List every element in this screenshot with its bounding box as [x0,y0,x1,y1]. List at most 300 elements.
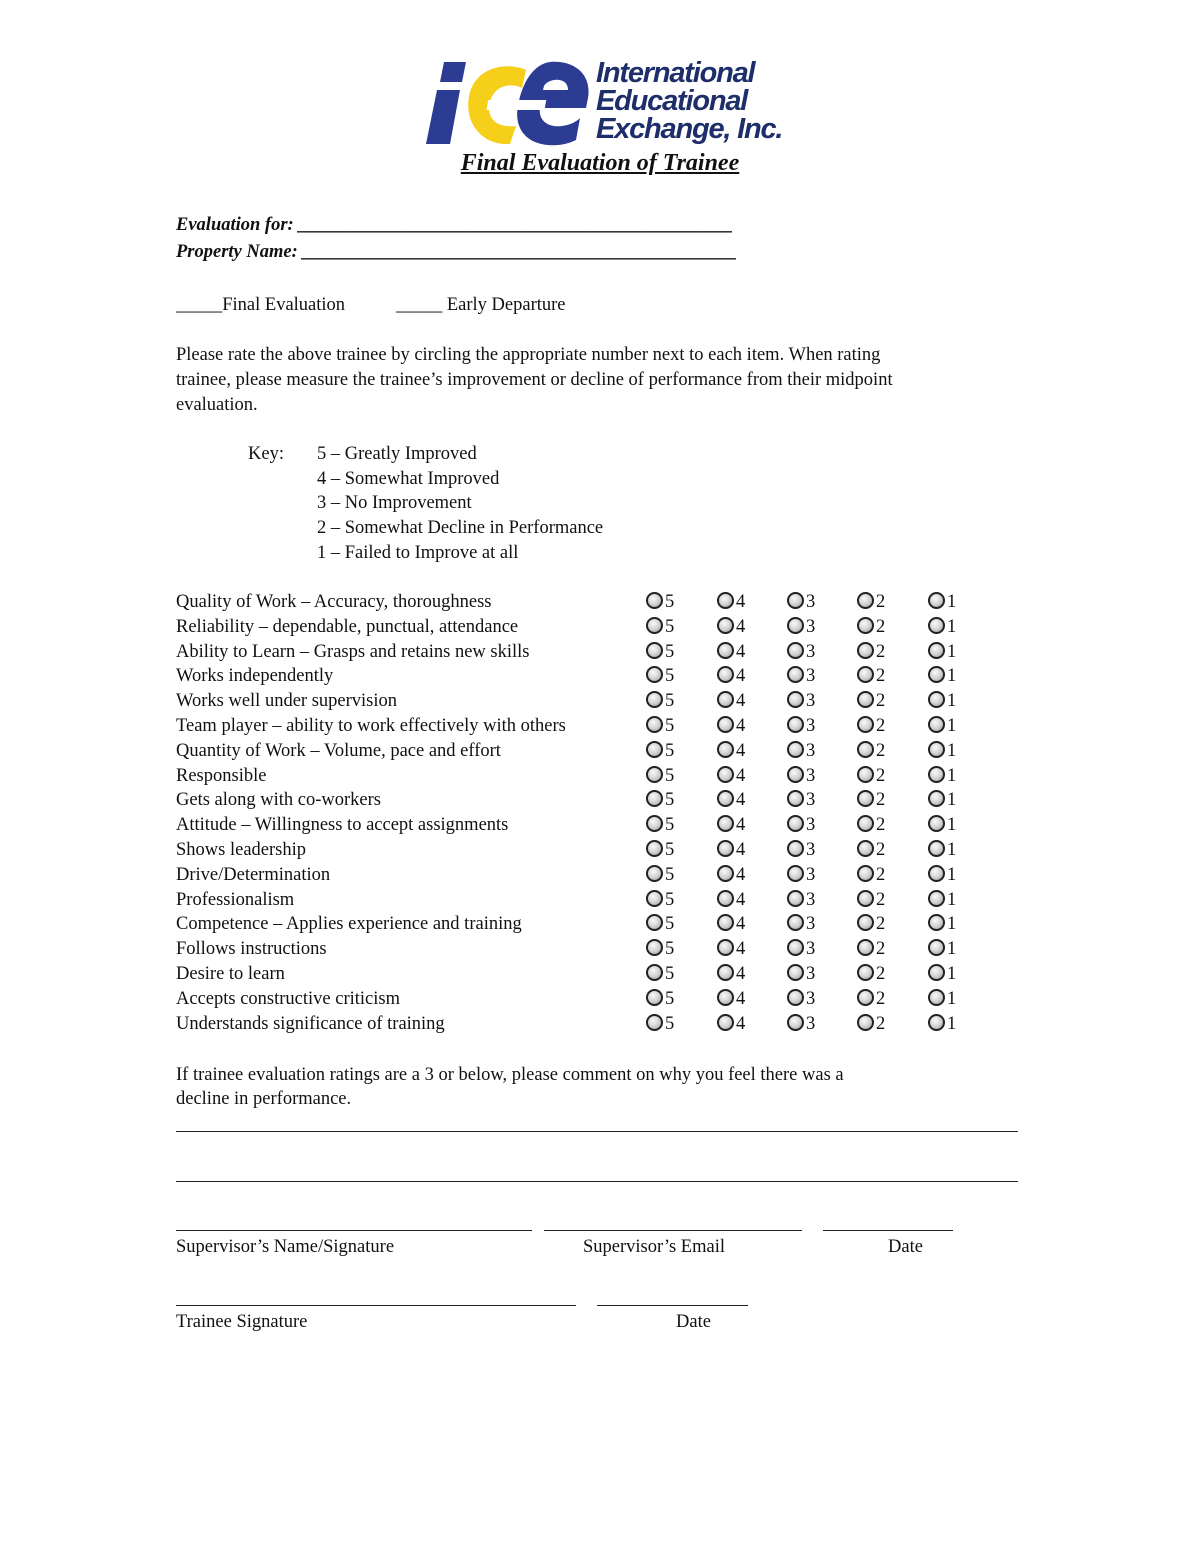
radio-button-icon[interactable] [787,989,804,1006]
radio-button-icon[interactable] [928,914,945,931]
rating-option-label: 3 [806,765,816,786]
rating-option-label: 2 [876,864,886,885]
rating-option-label: 5 [665,939,675,960]
rating-option-1[interactable] [928,764,956,789]
rating-option-3[interactable] [787,1012,815,1037]
rating-option-4[interactable] [717,714,745,739]
rating-option-label: 2 [876,592,886,612]
rating-option-2[interactable] [857,1012,885,1037]
radio-button-icon[interactable] [928,617,945,634]
ice-logo-mark [422,56,597,148]
radio-button-icon[interactable] [787,592,804,609]
rating-option-label: 3 [806,864,816,885]
radio-button-icon[interactable] [646,890,663,907]
radio-button-icon[interactable] [928,1014,945,1031]
radio-button-icon[interactable] [787,1014,804,1031]
rating-option-label: 1 [947,1013,957,1034]
rating-option-5[interactable] [646,987,674,1012]
radio-button-icon[interactable] [857,666,874,683]
radio-button-icon[interactable] [646,642,663,659]
rating-option-label: 3 [806,691,816,712]
rating-option-label: 2 [876,1013,886,1034]
radio-button-icon[interactable] [646,914,663,931]
rating-option-label: 1 [947,914,957,935]
trainee-signature-label: Trainee Signature [176,1312,308,1332]
radio-button-icon[interactable] [787,890,804,907]
criterion-label: Ability to Learn – Grasps and retains new skills [176,641,530,662]
rating-option-3[interactable] [787,590,815,615]
rating-option-label: 4 [736,641,746,662]
radio-button-icon[interactable] [857,617,874,634]
rating-option-label: 4 [736,840,746,860]
radio-button-icon[interactable] [928,766,945,783]
property-name-field[interactable] [176,240,737,264]
rating-option-5[interactable] [646,739,674,764]
rating-option-5[interactable] [646,838,674,863]
radio-button-icon[interactable] [717,741,734,758]
radio-button-icon[interactable] [646,989,663,1006]
rating-option-label: 3 [806,641,816,662]
rating-option-5[interactable] [646,788,674,813]
rating-option-4[interactable] [717,888,745,913]
rating-option-2[interactable] [857,987,885,1012]
instructions-line-2: trainee, please measure the trainee’s improvement or decline of performance from their midpoint [176,370,893,390]
radio-button-icon[interactable] [928,840,945,857]
radio-button-icon[interactable] [717,1014,734,1031]
rating-option-1[interactable] [928,714,956,739]
radio-button-icon[interactable] [787,840,804,857]
rating-option-label: 5 [665,691,675,712]
rating-option-1[interactable] [928,640,956,665]
rating-option-label: 1 [947,740,957,761]
rating-option-label: 1 [947,790,957,811]
radio-button-icon[interactable] [857,1014,874,1031]
rating-option-label: 2 [876,964,886,984]
rating-option-label: 1 [947,616,957,637]
radio-button-icon[interactable] [646,790,663,807]
key-item: 3 – No Improvement [317,493,472,513]
radio-button-icon[interactable] [646,815,663,832]
rating-option-label: 1 [947,815,957,836]
rating-option-3[interactable] [787,640,815,665]
radio-button-icon[interactable] [857,939,874,956]
rating-option-4[interactable] [717,813,745,838]
supervisor-email-label: Supervisor’s Email [583,1237,725,1257]
rating-option-label: 5 [665,616,675,637]
rating-option-1[interactable] [928,962,956,987]
rating-option-label: 2 [876,790,886,811]
rating-option-1[interactable] [928,615,956,640]
instructions-line-3: evaluation. [176,395,258,415]
rating-option-4[interactable] [717,739,745,764]
rating-option-label: 1 [947,716,957,736]
rating-option-label: 1 [947,765,957,786]
rating-option-1[interactable] [928,813,956,838]
rating-option-label: 2 [876,889,886,910]
rating-option-label: 1 [947,889,957,910]
rating-option-4[interactable] [717,689,745,714]
radio-button-icon[interactable] [928,642,945,659]
radio-button-icon[interactable] [928,691,945,708]
key-label: Key: [248,444,284,464]
early-departure-option[interactable] [396,293,566,317]
radio-button-icon[interactable] [928,666,945,683]
rating-option-5[interactable] [646,590,674,615]
rating-option-label: 3 [806,616,816,637]
trainee-signature-line[interactable] [176,1305,576,1306]
rating-option-5[interactable] [646,863,674,888]
comment-line[interactable] [176,1181,1018,1182]
rating-option-1[interactable] [928,838,956,863]
rating-option-2[interactable] [857,788,885,813]
rating-option-4[interactable] [717,962,745,987]
radio-button-icon[interactable] [717,617,734,634]
rating-option-label: 1 [947,666,957,687]
rating-option-label: 1 [947,964,957,984]
rating-option-label: 4 [736,716,746,736]
rating-option-2[interactable] [857,838,885,863]
radio-button-icon[interactable] [717,642,734,659]
rating-option-label: 2 [876,616,886,637]
rating-option-4[interactable] [717,640,745,665]
radio-button-icon[interactable] [787,716,804,733]
radio-button-icon[interactable] [717,666,734,683]
rating-option-label: 5 [665,889,675,910]
rating-option-label: 5 [665,1013,675,1034]
rating-option-4[interactable] [717,838,745,863]
rating-option-1[interactable] [928,689,956,714]
rating-option-5[interactable] [646,664,674,689]
rating-option-1[interactable] [928,590,956,615]
rating-option-3[interactable] [787,764,815,789]
rating-option-label: 2 [876,815,886,836]
rating-option-3[interactable] [787,615,815,640]
radio-button-icon[interactable] [717,840,734,857]
radio-button-icon[interactable] [787,691,804,708]
evaluation-for-field[interactable] [176,213,733,237]
rating-option-3[interactable] [787,937,815,962]
comment-prompt-line-1: If trainee evaluation ratings are a 3 or below, please comment on why you feel there was a [176,1065,844,1085]
radio-button-icon[interactable] [646,617,663,634]
rating-option-label: 5 [665,815,675,836]
radio-button-icon[interactable] [928,865,945,882]
rating-option-2[interactable] [857,615,885,640]
rating-option-2[interactable] [857,863,885,888]
evaluation-for-blank[interactable]: _______________________________________________ [298,215,734,235]
radio-button-icon[interactable] [787,741,804,758]
rating-option-label: 5 [665,864,675,885]
rating-option-3[interactable] [787,689,815,714]
radio-button-icon[interactable] [857,766,874,783]
rating-option-label: 2 [876,765,886,786]
criterion-label: Shows leadership [176,840,306,860]
radio-button-icon[interactable] [787,766,804,783]
criterion-label: Drive/Determination [176,864,331,885]
rating-option-2[interactable] [857,962,885,987]
radio-button-icon[interactable] [857,989,874,1006]
rating-option-label: 5 [665,641,675,662]
rating-option-label: 4 [736,988,746,1009]
early-departure-label: Early Departure [446,295,566,315]
rating-option-label: 4 [736,964,746,984]
supervisor-email-line[interactable] [544,1230,802,1231]
evaluation-for-label: Evaluation for: [176,215,294,235]
radio-button-icon[interactable] [787,815,804,832]
rating-option-2[interactable] [857,714,885,739]
rating-option-2[interactable] [857,590,885,615]
instructions-line-1: Please rate the above trainee by circling the appropriate number next to each item. When rating [176,345,881,365]
radio-button-icon[interactable] [928,964,945,981]
key-item: 5 – Greatly Improved [317,444,477,464]
rating-option-label: 5 [665,592,675,612]
rating-option-1[interactable] [928,788,956,813]
rating-option-label: 2 [876,641,886,662]
radio-button-icon[interactable] [717,592,734,609]
radio-button-icon[interactable] [717,939,734,956]
rating-option-4[interactable] [717,764,745,789]
rating-option-label: 3 [806,716,816,736]
radio-button-icon[interactable] [646,865,663,882]
radio-button-icon[interactable] [787,666,804,683]
radio-button-icon[interactable] [857,642,874,659]
rating-option-1[interactable] [928,937,956,962]
supervisor-date-line[interactable] [823,1230,953,1231]
rating-option-label: 1 [947,641,957,662]
logo-text-line2: Educational [596,85,748,117]
rating-option-label: 2 [876,840,886,860]
rating-option-4[interactable] [717,1012,745,1037]
rating-option-label: 3 [806,840,816,860]
radio-button-icon[interactable] [717,790,734,807]
rating-option-4[interactable] [717,788,745,813]
logo-text-line1: International [596,57,755,89]
rating-option-4[interactable] [717,615,745,640]
rating-option-2[interactable] [857,813,885,838]
rating-option-1[interactable] [928,912,956,937]
radio-button-icon[interactable] [857,815,874,832]
radio-button-icon[interactable] [787,642,804,659]
radio-button-icon[interactable] [857,914,874,931]
radio-button-icon[interactable] [646,939,663,956]
criterion-label: Follows instructions [176,939,327,960]
radio-button-icon[interactable] [787,865,804,882]
rating-option-label: 1 [947,592,957,612]
radio-button-icon[interactable] [928,939,945,956]
rating-option-5[interactable] [646,689,674,714]
radio-button-icon[interactable] [857,716,874,733]
criterion-label: Responsible [176,765,267,786]
rating-option-3[interactable] [787,838,815,863]
rating-option-label: 5 [665,666,675,687]
radio-button-icon[interactable] [646,741,663,758]
rating-option-5[interactable] [646,714,674,739]
rating-option-1[interactable] [928,987,956,1012]
radio-button-icon[interactable] [646,666,663,683]
rating-option-3[interactable] [787,962,815,987]
rating-option-label: 4 [736,1013,746,1034]
rating-option-5[interactable] [646,813,674,838]
rating-option-2[interactable] [857,937,885,962]
supervisor-name-line[interactable] [176,1230,532,1231]
radio-button-icon[interactable] [787,939,804,956]
radio-button-icon[interactable] [646,592,663,609]
rating-option-label: 5 [665,716,675,736]
rating-option-2[interactable] [857,888,885,913]
criterion-label: Understands significance of training [176,1013,445,1034]
rating-option-4[interactable] [717,987,745,1012]
rating-option-4[interactable] [717,912,745,937]
rating-option-5[interactable] [646,888,674,913]
rating-option-label: 5 [665,914,675,935]
radio-button-icon[interactable] [646,691,663,708]
radio-button-icon[interactable] [928,989,945,1006]
rating-option-1[interactable] [928,1012,956,1037]
rating-option-label: 5 [665,988,675,1009]
rating-option-label: 5 [665,964,675,984]
criterion-label: Works well under supervision [176,691,397,712]
radio-button-icon[interactable] [857,865,874,882]
radio-button-icon[interactable] [717,964,734,981]
radio-button-icon[interactable] [928,890,945,907]
rating-option-5[interactable] [646,962,674,987]
rating-option-label: 4 [736,592,746,612]
rating-option-5[interactable] [646,764,674,789]
rating-option-5[interactable] [646,1012,674,1037]
rating-option-4[interactable] [717,590,745,615]
rating-option-1[interactable] [928,664,956,689]
rating-option-label: 5 [665,840,675,860]
criterion-label: Works independently [176,666,334,687]
rating-option-label: 2 [876,691,886,712]
radio-button-icon[interactable] [717,890,734,907]
radio-button-icon[interactable] [787,914,804,931]
rating-option-label: 2 [876,914,886,935]
rating-option-label: 3 [806,1013,816,1034]
rating-option-2[interactable] [857,640,885,665]
criterion-label: Gets along with co-workers [176,790,381,811]
rating-option-1[interactable] [928,863,956,888]
criterion-label: Reliability – dependable, punctual, attendance [176,616,519,637]
supervisor-date-label: Date [888,1237,923,1257]
rating-option-4[interactable] [717,937,745,962]
rating-option-label: 1 [947,691,957,712]
rating-option-2[interactable] [857,689,885,714]
radio-button-icon[interactable] [928,790,945,807]
radio-button-icon[interactable] [717,716,734,733]
rating-option-label: 2 [876,740,886,761]
rating-option-5[interactable] [646,640,674,665]
criterion-label: Desire to learn [176,964,285,984]
comment-line[interactable] [176,1131,1018,1132]
rating-option-label: 2 [876,716,886,736]
radio-button-icon[interactable] [857,592,874,609]
rating-option-3[interactable] [787,788,815,813]
rating-option-3[interactable] [787,888,815,913]
rating-option-label: 5 [665,790,675,811]
radio-button-icon[interactable] [787,617,804,634]
rating-option-5[interactable] [646,615,674,640]
radio-button-icon[interactable] [928,815,945,832]
radio-button-icon[interactable] [717,989,734,1006]
early-departure-blank[interactable]: _____ [396,295,443,315]
rating-option-label: 1 [947,939,957,960]
rating-option-5[interactable] [646,912,674,937]
rating-option-3[interactable] [787,863,815,888]
rating-option-label: 3 [806,939,816,960]
radio-button-icon[interactable] [717,766,734,783]
criterion-label: Competence – Applies experience and training [176,914,522,935]
radio-button-icon[interactable] [646,716,663,733]
radio-button-icon[interactable] [646,766,663,783]
rating-option-1[interactable] [928,739,956,764]
radio-button-icon[interactable] [857,741,874,758]
rating-option-4[interactable] [717,863,745,888]
rating-option-3[interactable] [787,813,815,838]
radio-button-icon[interactable] [857,790,874,807]
key-item: 4 – Somewhat Improved [317,469,500,489]
rating-option-3[interactable] [787,739,815,764]
rating-option-2[interactable] [857,664,885,689]
radio-button-icon[interactable] [857,964,874,981]
rating-option-label: 3 [806,988,816,1009]
radio-button-icon[interactable] [717,691,734,708]
rating-option-label: 4 [736,666,746,687]
radio-button-icon[interactable] [857,691,874,708]
rating-option-label: 2 [876,939,886,960]
radio-button-icon[interactable] [787,790,804,807]
rating-option-5[interactable] [646,937,674,962]
radio-button-icon[interactable] [857,890,874,907]
rating-option-label: 3 [806,592,816,612]
radio-button-icon[interactable] [928,592,945,609]
rating-option-label: 4 [736,889,746,910]
rating-option-2[interactable] [857,764,885,789]
rating-option-2[interactable] [857,739,885,764]
radio-button-icon[interactable] [787,964,804,981]
rating-option-3[interactable] [787,987,815,1012]
final-evaluation-blank[interactable]: _____ [176,295,223,315]
radio-button-icon[interactable] [928,741,945,758]
trainee-date-line[interactable] [597,1305,748,1306]
rating-option-label: 1 [947,840,957,860]
radio-button-icon[interactable] [646,840,663,857]
radio-button-icon[interactable] [717,815,734,832]
rating-option-label: 4 [736,939,746,960]
radio-button-icon[interactable] [928,716,945,733]
radio-button-icon[interactable] [857,840,874,857]
radio-button-icon[interactable] [646,1014,663,1031]
final-evaluation-option[interactable] [176,293,345,317]
property-name-label: Property Name: [176,242,298,262]
radio-button-icon[interactable] [717,865,734,882]
rating-option-3[interactable] [787,912,815,937]
radio-button-icon[interactable] [646,964,663,981]
rating-option-2[interactable] [857,912,885,937]
rating-option-3[interactable] [787,714,815,739]
radio-button-icon[interactable] [717,914,734,931]
page-title: Final Evaluation of Trainee [460,150,740,176]
rating-option-label: 5 [665,765,675,786]
rating-option-3[interactable] [787,664,815,689]
rating-option-label: 4 [736,740,746,761]
property-name-blank[interactable]: _______________________________________________ [302,242,738,262]
criterion-label: Professionalism [176,889,295,910]
rating-option-label: 3 [806,815,816,836]
rating-option-4[interactable] [717,664,745,689]
rating-option-1[interactable] [928,888,956,913]
rating-option-label: 3 [806,889,816,910]
trainee-date-label: Date [676,1312,711,1332]
